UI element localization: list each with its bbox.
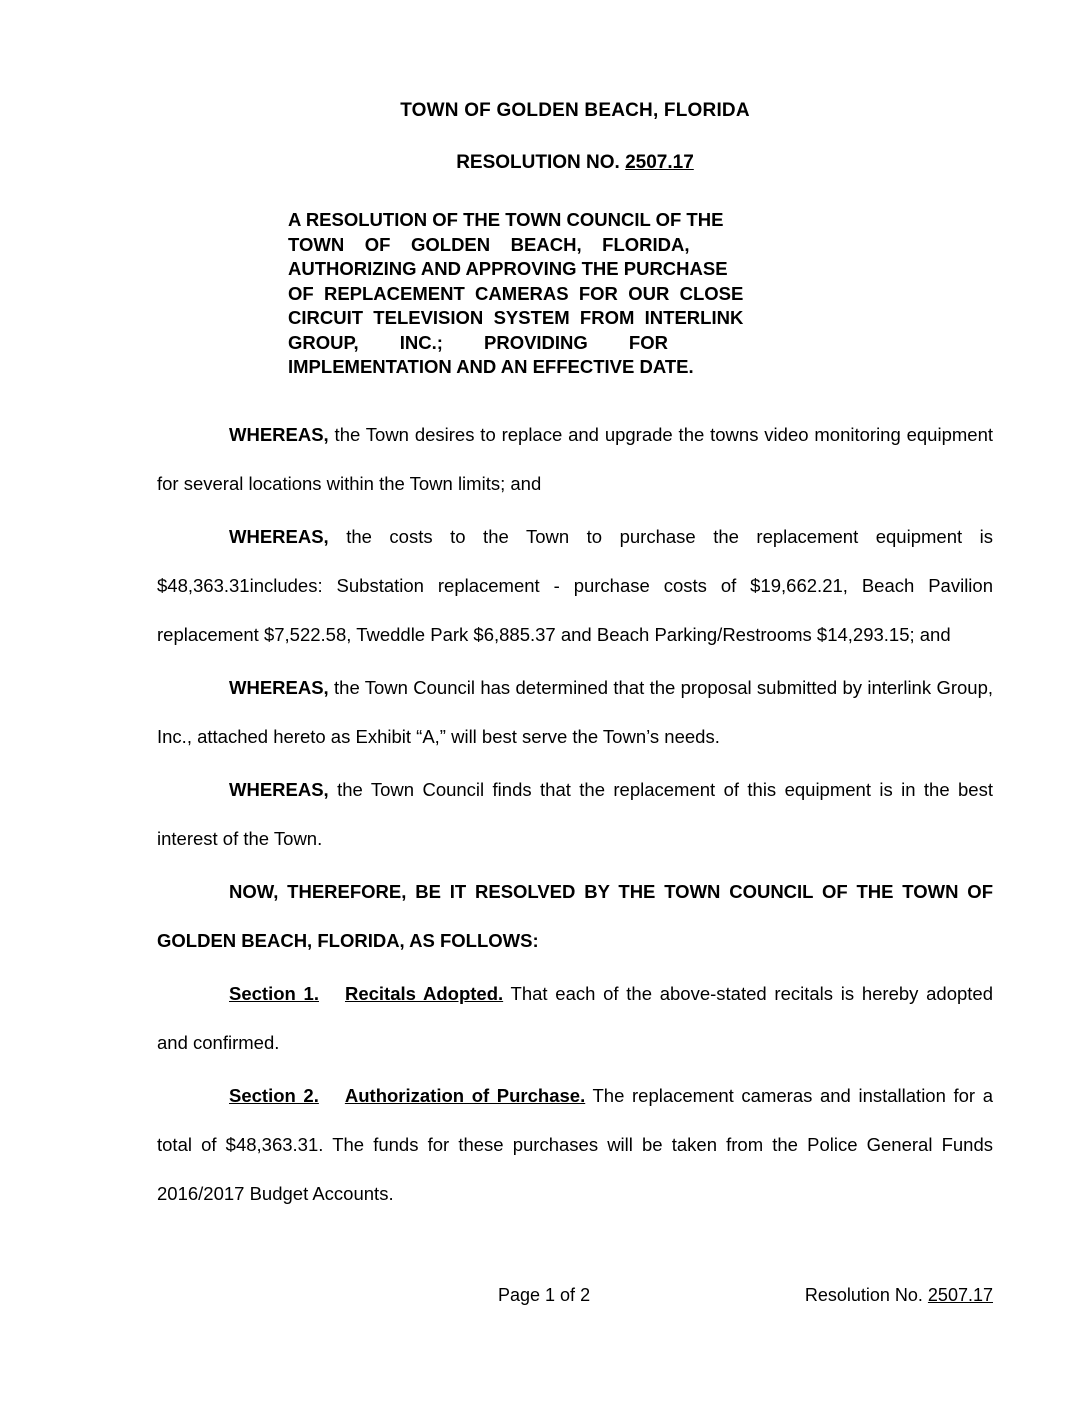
whereas-text-3: the Town Council has determined that the proposal submitted by interlink Group, Inc., attached hereto as Exhibit “A,” will best serve the Town’s needs. — [157, 676, 993, 747]
resolved-paragraph — [157, 867, 993, 965]
section-2-number: Section 2. — [229, 1084, 319, 1106]
footer-resolution — [805, 1285, 993, 1306]
footer-page-number: Page 1 of 2 — [498, 1285, 591, 1305]
section-2-heading: Authorization of Purchase. — [344, 1084, 586, 1106]
whereas-paragraph-2 — [157, 512, 993, 659]
resolved-text: NOW, THEREFORE, BE IT RESOLVED BY THE TOWN COUNCIL OF THE TOWN OF GOLDEN BEACH, FLORIDA, AS FOLLOWS: — [157, 880, 993, 951]
document-content — [157, 100, 993, 1222]
caption-line-3: AUTHORIZING AND APPROVING THE PURCHASE — [288, 258, 728, 279]
resolution-number-line — [157, 152, 993, 174]
footer-resolution-number: 2507.17 — [927, 1285, 993, 1305]
resolution-number: 2507.17 — [625, 152, 694, 173]
whereas-text-4: the Town Council finds that the replacement of this equipment is in the best interest of the Town. — [157, 778, 993, 849]
whereas-text-1: the Town desires to replace and upgrade the towns video monitoring equipment for several locations within the Town limits; and — [157, 423, 993, 494]
section-2-paragraph — [157, 1071, 993, 1218]
whereas-text-2: the costs to the Town to purchase the replacement equipment is $48,363.31includes: Substation replacement - purchase costs of $19,662.21, Beach Pavilion replacement $7,522.58, Tweddle Park $6,885.37 and Beach Parking/Restrooms $14,293.15; and — [157, 525, 993, 645]
whereas-paragraph-3 — [157, 663, 993, 761]
caption-line-1: A RESOLUTION OF THE TOWN COUNCIL OF THE — [288, 209, 724, 230]
section-1-heading: Recitals Adopted. — [344, 982, 504, 1004]
whereas-paragraph-4 — [157, 765, 993, 863]
caption-line-5: CIRCUIT TELEVISION SYSTEM FROM INTERLINK — [288, 307, 744, 328]
page-title: TOWN OF GOLDEN BEACH, FLORIDA — [400, 100, 750, 121]
caption-line-2: TOWN OF GOLDEN BEACH, FLORIDA, — [288, 233, 690, 255]
caption-line-7: IMPLEMENTATION AND AN EFFECTIVE DATE. — [288, 356, 694, 377]
section-1-text: That each of the above-stated recitals is hereby adopted and confirmed. — [157, 982, 993, 1053]
whereas-label-3: WHEREAS, — [229, 676, 329, 698]
resolution-label: RESOLUTION NO. — [456, 152, 626, 173]
caption-line-6: GROUP, INC.; PROVIDING FOR — [288, 331, 668, 353]
whereas-label-1: WHEREAS, — [229, 423, 329, 445]
section-2-text: The replacement cameras and installation for a total of $48,363.31. The funds for these purchases will be taken from the Police General Funds 2016/2017 Budget Accounts. — [157, 1084, 993, 1204]
whereas-paragraph-1 — [157, 410, 993, 508]
whereas-label-4: WHEREAS, — [229, 778, 329, 800]
section-1-number: Section 1. — [229, 982, 319, 1004]
document-body — [157, 410, 993, 1218]
section-1-paragraph — [157, 969, 993, 1067]
caption-line-4: OF REPLACEMENT CAMERAS FOR OUR CLOSE — [288, 282, 744, 304]
resolution-caption — [288, 208, 812, 380]
whereas-label-2: WHEREAS, — [229, 525, 329, 547]
footer-resolution-label: Resolution No. — [804, 1285, 928, 1305]
